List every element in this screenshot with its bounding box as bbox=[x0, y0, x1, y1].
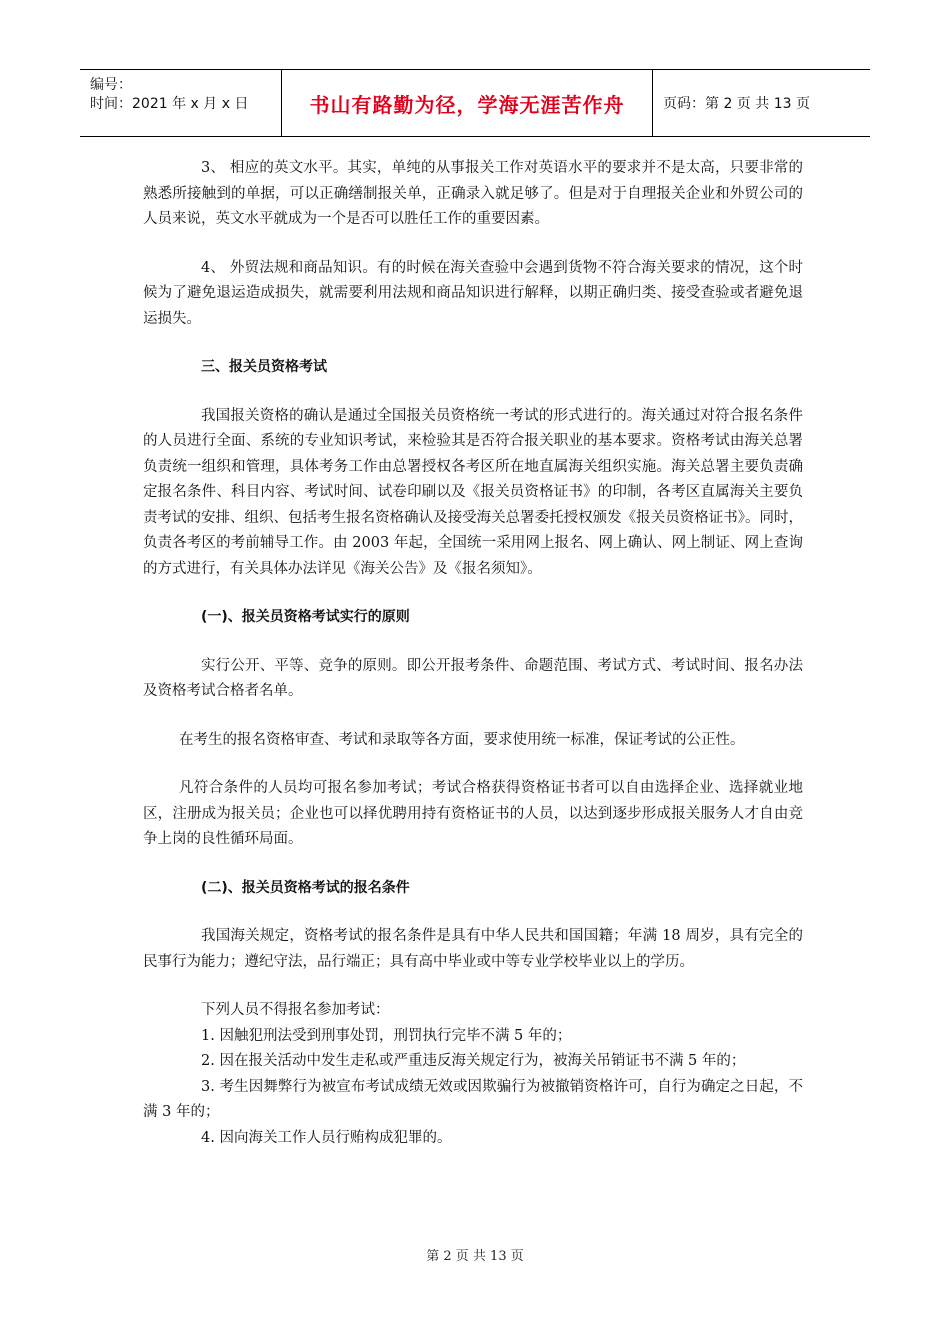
document-body bbox=[143, 156, 803, 1151]
list-item: 1. 因触犯刑法受到刑事处罚，刑罚执行完毕不满 5 年的； bbox=[201, 1027, 572, 1044]
section-heading: 三、报关员资格考试 bbox=[201, 359, 327, 375]
paragraph: 实行公开、平等、竞争的原则。即公开报考条件、命题范围、考试方式、考试时间、报名办法及资格考试合格者名单。 bbox=[143, 657, 803, 699]
paragraph: 凡符合条件的人员均可报名参加考试；考试合格获得资格证书者可以自由选择企业、选择就业地区，注册成为报关员；企业也可以择优聘用持有资格证书的人员，以达到逐步形成报关服务人才自由竞争上岗的良性循环局面。 bbox=[143, 780, 803, 847]
header-motto: 书山有路勤为径，学海无涯苦作舟 bbox=[281, 70, 653, 136]
paragraph: 4、 外贸法规和商品知识。有的时候在海关查验中会遇到货物不符合海关要求的情况，这个时候为了避免退运造成损失，就需要利用法规和商品知识进行解释，以期正确归类、接受查验或者避免退运损失。 bbox=[143, 259, 803, 327]
paragraph: 3、 相应的英文水平。其实，单纯的从事报关工作对英语水平的要求并不是太高，只要非常的熟悉所接触到的单据，可以正确缮制报关单，正确录入就足够了。但是对于自理报关企业和外贸公司的人员来说，英文水平就成为一个是否可以胜任工作的重要因素。 bbox=[143, 160, 803, 227]
list-item: 4. 因向海关工作人员行贿构成犯罪的。 bbox=[201, 1129, 452, 1146]
paragraph: 下列人员不得报名参加考试： bbox=[201, 1002, 390, 1018]
header-table bbox=[80, 69, 870, 137]
number-label: 编号： bbox=[90, 77, 132, 93]
time-label: 时间：2021 年 x 月 x 日 bbox=[90, 96, 249, 112]
paragraph: 我国海关规定，资格考试的报名条件是具有中华人民共和国国籍；年满 18 周岁，具有完全的民事行为能力；遵纪守法，品行端正；具有高中毕业或中等专业学校毕业以上的学历。 bbox=[143, 928, 803, 970]
header-meta bbox=[80, 70, 281, 136]
paragraph: 在考生的报名资格审查、考试和录取等各方面，要求使用统一标准，保证考试的公正性。 bbox=[179, 731, 745, 748]
page-footer: 第 2 页 共 13 页 bbox=[426, 1249, 524, 1264]
paragraph: 我国报关资格的确认是通过全国报关员资格统一考试的形式进行的。海关通过对符合报名条件的人员进行全面、系统的专业知识考试，来检验其是否符合报关职业的基本要求。资格考试由海关总署负责统一组织和管理，具体考务工作由总署授权各考区所在地直属海关组织实施。海关总署主要负责确定报名条件、科目内容、考试时间、试卷印刷以及《报关员资格证书》的印制，各考区直属海关主要负责考试的安排、组织、包括考生报名资格确认及接受海关总署委托授权颁发《报关员资格证书》。同时，负责各考区的考前辅导工作。由 2003 年起，全国统一采用网上报名、网上确认、网上制证、网上查询的方式进行，有关具体办法详见《海关公告》及《报名须知》。 bbox=[143, 407, 803, 577]
subsection-heading: (二)、报关员资格考试的报名条件 bbox=[201, 879, 410, 896]
list-item: 3. 考生因舞弊行为被宣布考试成绩无效或因欺骗行为被撤销资格许可，自行为确定之日起，不满 3 年的； bbox=[143, 1078, 803, 1120]
subsection-heading: (一)、报关员资格考试实行的原则 bbox=[201, 609, 410, 625]
header-page-info: 页码：第 2 页 共 13 页 bbox=[663, 96, 810, 112]
list-item: 2. 因在报关活动中发生走私或严重违反海关规定行为，被海关吊销证书不满 5 年的； bbox=[201, 1053, 746, 1069]
